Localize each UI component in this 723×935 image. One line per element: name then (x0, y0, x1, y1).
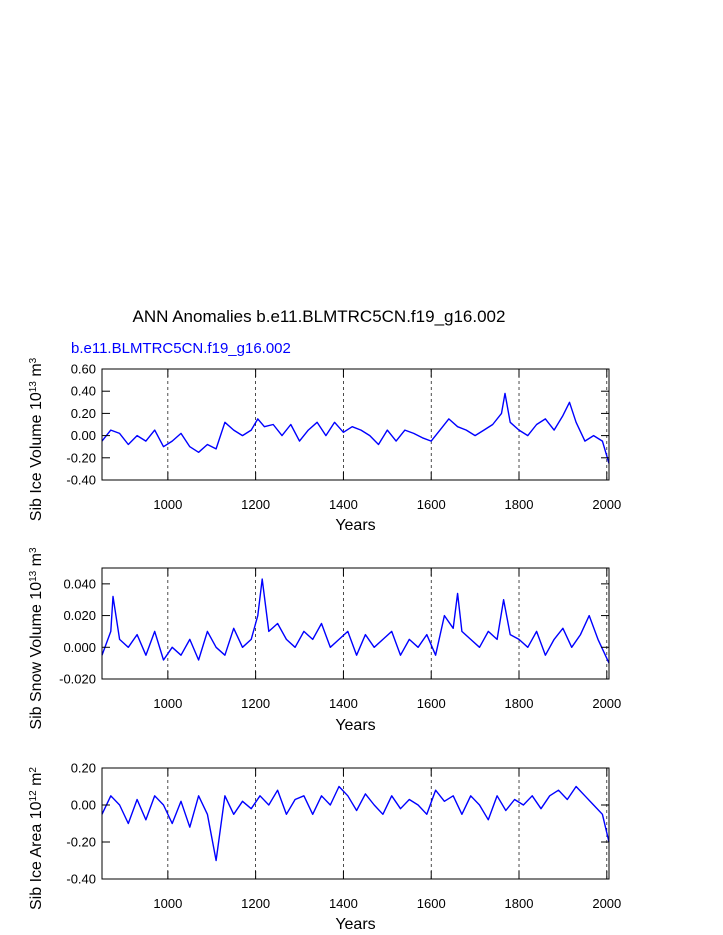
y-tick-label: -0.020 (59, 671, 96, 687)
plot-frame (102, 768, 609, 879)
plot-frame (102, 568, 609, 679)
x-tick-label: 2000 (592, 896, 622, 911)
series-line-0 (102, 579, 609, 663)
y-tick-label: 0.00 (70, 428, 96, 444)
chart-panel-2 (28, 547, 622, 734)
x-tick-label: 1200 (241, 497, 271, 512)
panels (28, 357, 622, 933)
y-tick-label: 0.040 (63, 576, 96, 592)
x-tick-label: 1000 (153, 896, 183, 911)
y-axis-label-part: 13 (27, 381, 39, 393)
y-tick-label: 0.20 (70, 760, 96, 776)
y-tick-label: 0.20 (70, 405, 96, 421)
y-tick-label: -0.20 (66, 450, 96, 466)
chart-panel-1 (28, 357, 622, 534)
y-axis-label-part: Sib Snow Volume (28, 599, 45, 730)
y-tick-label: 0.020 (63, 608, 96, 624)
x-axis-label: Years (335, 717, 376, 734)
y-axis-label-part: 10 (28, 801, 45, 820)
y-tick-label: 0.000 (63, 639, 96, 655)
x-tick-label: 1200 (241, 696, 271, 711)
y-axis-label-part: Sib Ice Area (28, 819, 45, 910)
series-line-0 (102, 393, 609, 463)
x-tick-label: 1200 (241, 896, 271, 911)
y-axis-label-part: m (28, 772, 45, 791)
x-tick-label: 1400 (328, 497, 358, 512)
x-tick-label: 1600 (416, 497, 446, 512)
chart-panel-3 (28, 761, 622, 934)
y-axis-label-part: 3 (27, 547, 39, 553)
y-tick-label: -0.40 (66, 871, 96, 887)
x-tick-label: 1800 (504, 497, 534, 512)
y-axis-label-part: 10 (28, 392, 45, 411)
y-tick-label: -0.40 (66, 472, 96, 488)
y-axis-label-part: 3 (27, 357, 39, 364)
y-axis-label-part: m (28, 553, 45, 571)
y-tick-label: 0.60 (70, 361, 96, 377)
y-axis-label-part: 2 (27, 767, 39, 773)
x-tick-label: 1000 (153, 497, 183, 512)
x-tick-label: 1400 (328, 896, 358, 911)
y-tick-label: -0.20 (66, 834, 96, 850)
x-tick-label: 2000 (592, 696, 622, 711)
y-axis-label-part: Sib Ice Volume (28, 410, 45, 522)
y-axis-label (28, 357, 46, 521)
x-axis-label: Years (335, 517, 376, 534)
x-tick-label: 1800 (504, 696, 534, 711)
y-axis-label-part: 12 (27, 790, 39, 802)
x-tick-label: 1600 (416, 696, 446, 711)
y-axis-label-part: m (28, 363, 45, 382)
x-tick-label: 1600 (416, 896, 446, 911)
plot-frame (102, 369, 609, 480)
y-axis-label-part: 13 (27, 570, 39, 582)
y-axis-label-part: 10 (28, 581, 45, 600)
series-line-0 (102, 787, 609, 861)
case-label: b.e11.BLMTRC5CN.f19_g16.002 (71, 340, 291, 357)
y-axis-label (28, 547, 46, 730)
x-tick-label: 1400 (328, 696, 358, 711)
y-axis-label (28, 767, 46, 910)
x-axis-label: Years (335, 916, 376, 933)
x-tick-label: 1000 (153, 696, 183, 711)
y-tick-label: 0.00 (70, 797, 96, 813)
figure-title: ANN Anomalies b.e11.BLMTRC5CN.f19_g16.002 (132, 307, 506, 326)
y-tick-label: 0.40 (70, 383, 96, 399)
x-tick-label: 2000 (592, 497, 622, 512)
x-tick-label: 1800 (504, 896, 534, 911)
